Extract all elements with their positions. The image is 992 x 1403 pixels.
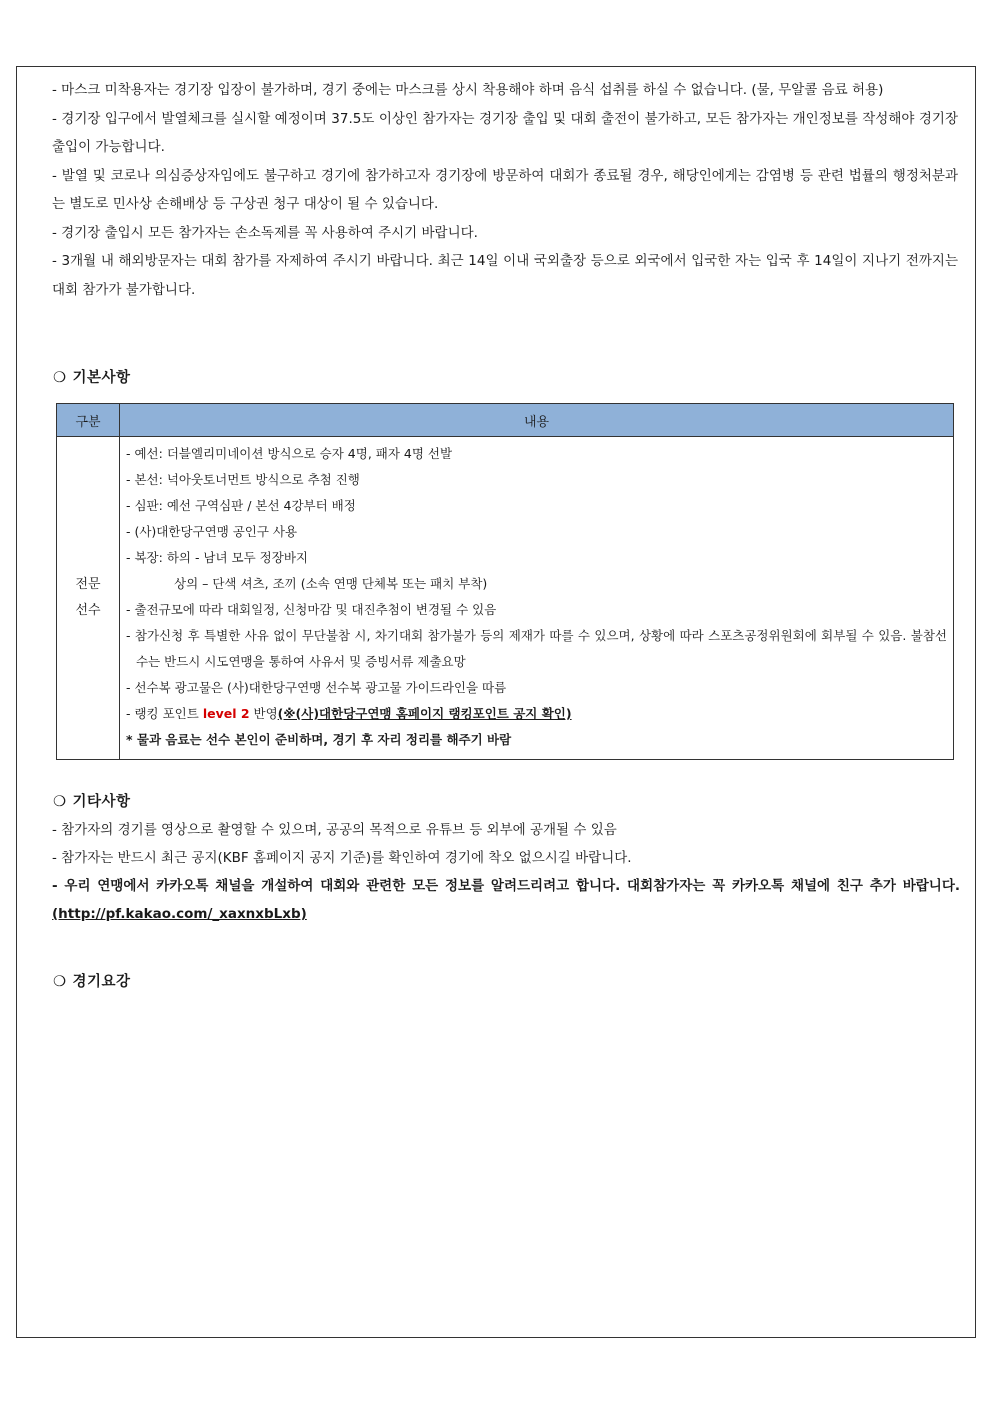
section-other-title: ❍ 기타사항 bbox=[53, 794, 131, 810]
circle-bullet-icon: ❍ bbox=[53, 974, 67, 990]
circle-bullet-icon: ❍ bbox=[53, 794, 67, 810]
ranking-level: level 2 bbox=[202, 706, 250, 721]
rule-schedule-change: - 출전규모에 따라 대회일정, 신청마감 및 대진추첨이 변경될 수 있음 bbox=[126, 602, 497, 617]
note-kakao: - 우리 연맹에서 카카오톡 채널을 개설하여 대회와 관련한 모든 정보를 알려드리려고 합니다. 대회참가자는 꼭 카카오톡 채널에 친구 추가 바랍니다. (http://pf.kakao.com/_xaxnxbLxb) bbox=[52, 878, 960, 922]
rule-referee: - 심판: 예선 구역심판 / 본선 4강부터 배정 bbox=[126, 498, 356, 513]
rule-advertising: - 선수복 광고물은 (사)대한당구연맹 선수복 광고물 가이드라인을 따름 bbox=[126, 680, 507, 695]
category-cell: 전문 선수 bbox=[57, 437, 120, 760]
rule-main: - 본선: 넉아웃토너먼트 방식으로 추첨 진행 bbox=[126, 472, 360, 487]
rule-ball: - (사)대한당구연맹 공인구 사용 bbox=[126, 524, 298, 539]
notice-symptoms: - 발열 및 코로나 의심증상자임에도 불구하고 경기에 참가하고자 경기장에 방문하여 대회가 종료될 경우, 해당인에게는 감염병 등 관련 법률의 행정처분과는 별도로 민사상 손해배상 등 구상권 청구 대상이 될 수 있습니다. bbox=[52, 167, 958, 212]
other-notes bbox=[52, 816, 960, 928]
ranking-notice-link[interactable]: (※(사)대한당구연맹 홈페이지 랭킹포인트 공지 확인) bbox=[277, 706, 572, 721]
rule-no-show: - 참가신청 후 특별한 사유 없이 무단불참 시, 차기대회 참가불가 등의 제재가 따를 수 있으며, 상황에 따라 스포츠공정위원회에 회부될 수 있음. 불참선수는 반드시 시도연맹을 통하여 사유서 및 증빙서류 제출요망 bbox=[126, 628, 947, 669]
rule-preliminary: - 예선: 더블엘리미네이션 방식으로 승자 4명, 패자 4명 선발 bbox=[126, 446, 453, 461]
basic-info-table bbox=[56, 403, 954, 760]
notice-fever-check: - 경기장 입구에서 발열체크를 실시할 예정이며 37.5도 이상인 참가자는 경기장 출입 및 대회 출전이 불가하고, 모든 참가자는 개인정보를 작성해야 경기장 출입이 가능합니다. bbox=[52, 110, 958, 155]
table-header-row bbox=[57, 404, 954, 437]
intro-notices bbox=[52, 76, 958, 304]
kakao-channel-link[interactable]: (http://pf.kakao.com/_xaxnxbLxb) bbox=[52, 906, 307, 922]
note-check-notice: - 참가자는 반드시 최근 공지(KBF 홈페이지 공지 기준)를 확인하여 경기에 착오 없으시길 바랍니다. bbox=[52, 850, 632, 866]
notice-mask: - 마스크 미착용자는 경기장 입장이 불가하며, 경기 중에는 마스크를 상시 착용해야 하며 음식 섭취를 하실 수 없습니다. (물, 무알콜 음료 허용) bbox=[52, 82, 884, 98]
table-row bbox=[57, 437, 954, 760]
note-video: - 참가자의 경기를 영상으로 촬영할 수 있으며, 공공의 목적으로 유튜브 등 외부에 공개될 수 있음 bbox=[52, 822, 617, 838]
circle-bullet-icon: ❍ bbox=[53, 370, 67, 386]
rule-ranking: - 랭킹 포인트 level 2 반영(※(사)대한당구연맹 홈페이지 랭킹포인트 공지 확인) bbox=[126, 706, 572, 721]
section-basic-title: ❍ 기본사항 bbox=[53, 370, 131, 386]
header-content: 내용 bbox=[120, 404, 954, 437]
section-rules-title: ❍ 경기요강 bbox=[53, 974, 131, 990]
rule-water: * 물과 음료는 선수 본인이 준비하며, 경기 후 자리 정리를 해주기 바람 bbox=[126, 732, 512, 747]
rule-dress-top: 상의 – 단색 셔츠, 조끼 (소속 연맹 단체복 또는 패치 부착) bbox=[174, 576, 488, 591]
notice-sanitizer: - 경기장 출입시 모든 참가자는 손소독제를 꼭 사용하여 주시기 바랍니다. bbox=[52, 224, 478, 241]
rule-dress-bottom: - 복장: 하의 - 남녀 모두 정장바지 bbox=[126, 550, 308, 565]
header-category: 구분 bbox=[57, 404, 120, 437]
content-cell bbox=[120, 437, 954, 760]
notice-overseas: - 3개월 내 해외방문자는 대회 참가를 자제하여 주시기 바랍니다. 최근 14일 이내 국외출장 등으로 외국에서 입국한 자는 입국 후 14일이 지나기 전까지는 대회 참가가 불가합니다. bbox=[52, 253, 958, 298]
